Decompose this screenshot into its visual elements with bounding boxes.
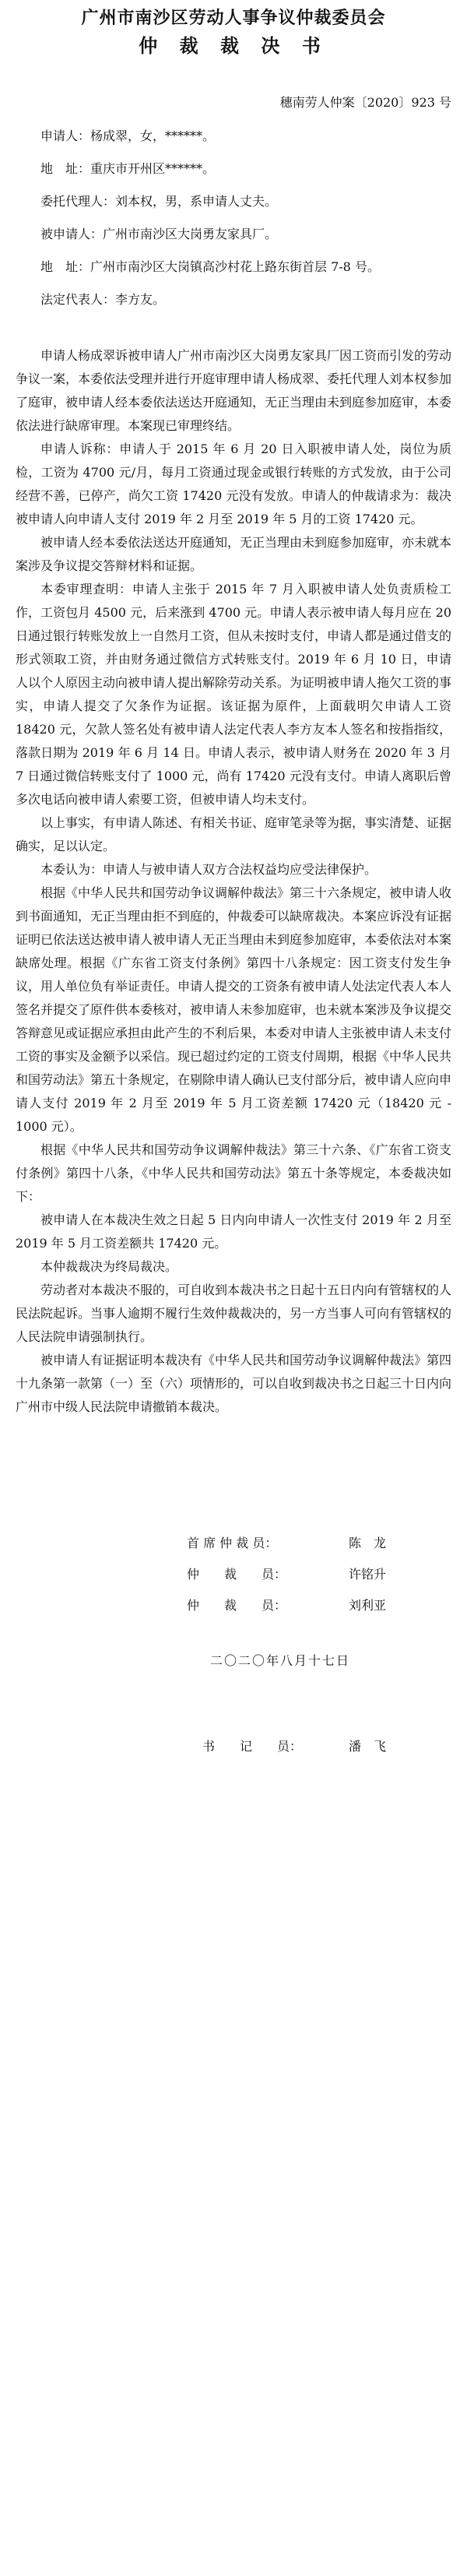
award-body <box>16 344 451 1419</box>
signature-block <box>16 1528 451 1621</box>
signature-role: 仲 裁 员： <box>187 1598 287 1613</box>
clerk-role: 书 记 员： <box>202 1739 303 1754</box>
paragraph: 本委审理查明：申请人主张于 2015 年 7 月入职被申请人处负责质检工作，工资包月 4500 元，后来涨到 4700 元。申请人表示被申请人每月应在 20 日通过银行转账发放上一自然月工资，但从未按时支付，申请人都是通过借支的形式领取工资，并由财务通过微信方式转账支付。2019 年 6 月 10 日，申请人以个人原因主动向被申请人提出解除劳动关系。为证明被申请人拖欠工资的事实，申请人提交了欠条作为证据。该证据为原件，上面载明欠申请人工资 18420 元，欠款人签名处有被申请人法定代表人李方友本人签名和按指指纹，落款日期为 2019 年 6 月 14 日。申请人表示，被申请人财务在 2020 年 3 月 7 日通过微信转账支付了 1000 元，尚有 17420 元没有支付。申请人离职后曾多次电话向被申请人索要工资，但被申请人均未支付。 <box>16 582 452 807</box>
signature-role: 首 席 仲 裁 员： <box>187 1536 278 1550</box>
award-date: 二〇二〇年八月十七日 <box>209 1653 350 1668</box>
clerk-name: 潘 飞 <box>349 1739 387 1754</box>
paragraph: 本仲裁裁决为终局裁决。 <box>40 1259 178 1274</box>
paragraph: 本委认为：申请人与被申请人双方合法权益均应受法律保护。 <box>40 862 377 877</box>
legal-representative: 法定代表人：李方友。 <box>40 292 166 307</box>
signature-name: 陈 龙 <box>349 1536 387 1550</box>
signature-name: 刘利亚 <box>349 1598 387 1613</box>
paragraph: 被申请人在本裁决生效之日起 5 日内向申请人一次性支付 2019 年 2 月至 2019 年 5 月工资差额共 17420 元。 <box>16 1212 451 1251</box>
signature-row <box>187 1559 451 1590</box>
signature-role: 仲 裁 员： <box>187 1567 287 1582</box>
applicant: 申请人：杨成翠，女，******。 <box>40 128 216 143</box>
party-info <box>16 120 451 316</box>
respondent-address: 地 址：广州市南沙区大岗镇高沙村花上路东街首层 7-8 号。 <box>40 259 380 274</box>
respondent: 被申请人：广州市南沙区大岗勇友家具厂。 <box>40 227 278 241</box>
paragraph: 根据《中华人民共和国劳动争议调解仲裁法》第三十六条、《广东省工资支付条例》第四十八条，《中华人民共和国劳动法》第五十条等规定，本委裁决如下： <box>16 1142 451 1204</box>
signature-name: 许铭升 <box>349 1567 387 1582</box>
paragraph: 劳动者对本裁决不服的，可自收到本裁决书之日起十五日内向有管辖权的人民法院起诉。当事人逾期不履行生效仲裁裁决的，另一方当事人可向有管辖权的人民法院申请强制执行。 <box>16 1283 452 1344</box>
paragraph: 申请人杨成翠诉被申请人广州市南沙区大岗勇友家具厂因工资而引发的劳动争议一案，本委依法受理并进行开庭审理申请人杨成翠、委托代理人刘本权参加了庭审，被申请人经本委依法送达开庭通知，无正当理由未到庭参加庭审，本委依法进行缺席审理。本案现已审理终结。 <box>16 348 452 433</box>
paragraph: 被申请人经本委依法送达开庭通知，无正当理由未到庭参加庭审，亦未就本案涉及争议提交答辩材料和证据。 <box>16 535 452 573</box>
applicant-address: 地 址：重庆市开州区******。 <box>40 161 216 176</box>
paragraph: 以上事实，有申请人陈述、有相关书证、庭审笔录等为据，事实清楚、证据确实，足以认定。 <box>16 815 452 853</box>
signature-row <box>187 1528 451 1559</box>
case-number: 穗南劳人仲案〔2020〕923 号 <box>279 95 451 110</box>
clerk-signature <box>16 1735 451 1758</box>
paragraph: 申请人诉称：申请人于 2015 年 6 月 20 日入职被申请人处，岗位为质检，工资为 4700 元/月，每月工资通过现金或银行转账的方式发放，由于公司经营不善，已停产，尚欠工资 17420 元没有发放。申请人的仲裁请求为：裁决被申请人向申请人支付 2019 年 2 月至 2019 年 5 月的工资 17420 元。 <box>16 442 451 526</box>
paragraph: 被申请人有证据证明本裁决有《中华人民共和国劳动争议调解仲裁法》第四十九条第一款第（一）至（六）项情形的，可以自收到裁决书之日起三十日内向广州市中级人民法院申请撤销本裁决。 <box>16 1353 452 1414</box>
document-title: 仲 裁 裁 决 书 <box>139 34 328 57</box>
paragraph: 根据《中华人民共和国劳动争议调解仲裁法》第三十六条规定，被申请人收到书面通知，无正当理由拒不到庭的，仲裁委可以缺席裁决。本案应诉没有证据证明已依法送达被申请人被申请人无正当理由未到庭参加庭审，本委依法对本案缺席处理。根据《广东省工资支付条例》第四十八条规定：因工资支付发生争议，用人单位负有举证责任。申请人提交的工资条有被申请人处法定代表人本人签名并提交了原件供本委核对，被申请人未参加庭审，也未就本案涉及争议提交答辩意见或证据应承担由此产生的不利后果，本委对申请人主张被申请人未支付工资的事实及金额予以采信。现已超过约定的工资支付周期，根据《中华人民共和国劳动法》第五十条规定，在剔除申请人确认已支付部分后，被申请人应向申请人支付 2019 年 2 月至 2019 年 5 月工资差额 17420 元（18420 元 - 1000 元）。 <box>16 885 452 1134</box>
signature-row <box>187 1590 451 1621</box>
agent: 委托代理人：刘本权，男，系申请人丈夫。 <box>40 194 278 209</box>
committee-title: 广州市南沙区劳动人事争议仲裁委员会 <box>81 8 386 28</box>
